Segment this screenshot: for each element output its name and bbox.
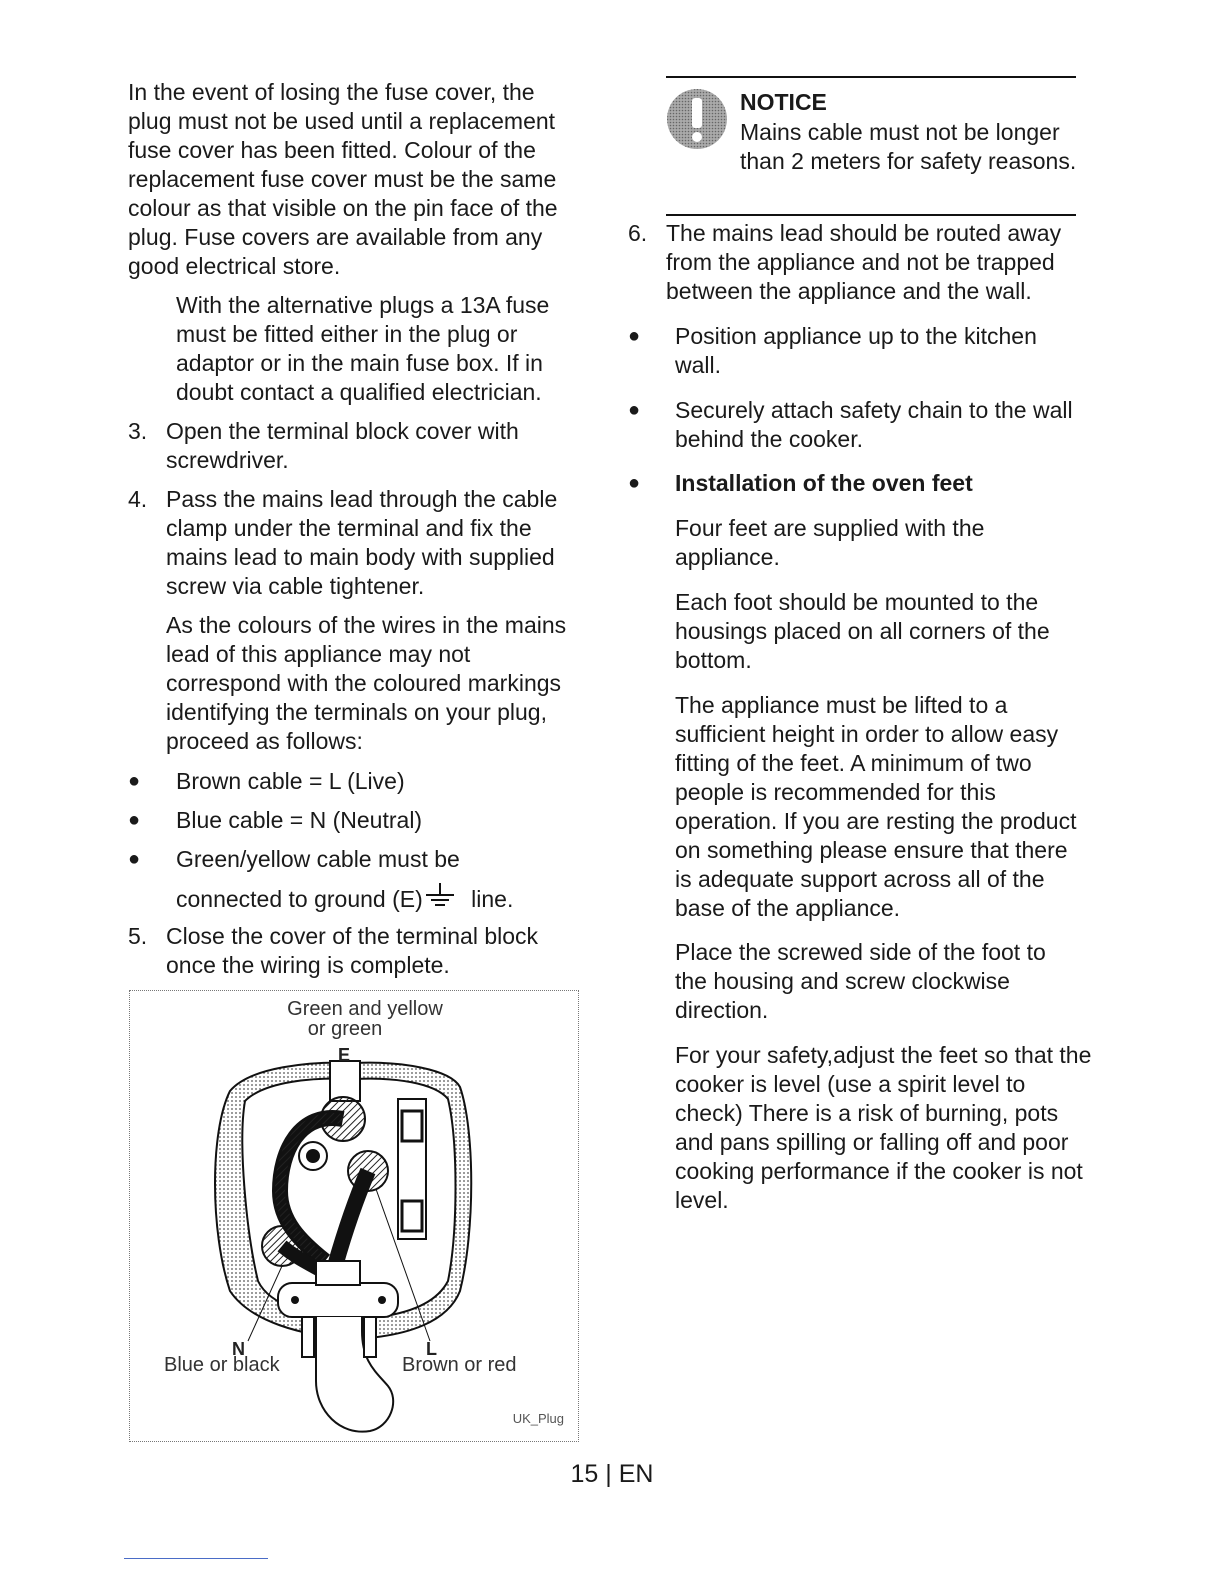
notice-title: NOTICE — [740, 89, 827, 115]
live-tag: L — [426, 1339, 437, 1359]
step-5 — [128, 922, 583, 980]
step-3 — [128, 417, 583, 475]
bullet-position-text: Position appliance up to the kitchen wall. — [675, 323, 1037, 378]
bullet-oven-feet — [628, 469, 1088, 498]
step-6-number: 6. — [628, 220, 648, 246]
bullet-dot: ● — [628, 472, 641, 494]
feet-paragraph-2: Each foot should be mounted to the housings placed on all corners of the bottom. — [675, 589, 1050, 673]
notice-text: Mains cable must not be longer than 2 meters for safety reasons. — [740, 119, 1077, 174]
feet-paragraph-4: Place the screwed side of the foot to the housing and screw clockwise direction. — [675, 939, 1046, 1023]
notice-box — [666, 76, 1076, 216]
step-3-number: 3. — [128, 418, 148, 444]
fuse-cover-paragraph: In the event of losing the fuse cover, the plug must not be used until a replacement fuse cover has been fitted. Colour of the replacement fuse cover must be the same colour as that visible on the pin face of the plug. Fuse covers are available from any good electrical store. — [128, 79, 558, 279]
wire-colours-paragraph: As the colours of the wires in the mains lead of this appliance may not correspond with the coloured markings identifying the terminals on your plug, proceed as follows: — [166, 612, 567, 754]
figure-code: UK_Plug — [512, 1411, 564, 1426]
bullet-dot: ● — [628, 325, 641, 347]
bullet-green-text-line1: Green/yellow cable must be — [176, 846, 460, 872]
earth-tag: E — [338, 1045, 351, 1065]
bullet-chain-text: Securely attach safety chain to the wall behind the cooker. — [675, 397, 1073, 452]
feet-paragraph-1: Four feet are supplied with the appliance. — [675, 515, 985, 570]
bullet-green-text-line2 — [176, 883, 583, 914]
ground-symbol-icon — [423, 883, 457, 911]
bullet-safety-chain — [628, 396, 1088, 454]
neutral-tag: N — [232, 1339, 245, 1359]
step-6-text: The mains lead should be routed away from the appliance and not be trapped between the appliance and the wall. — [666, 220, 1062, 304]
footer-rule — [124, 1558, 268, 1559]
step-4-text: Pass the mains lead through the cable clamp under the terminal and fix the mains lead to main body with supplied screw via cable tightener. — [166, 486, 558, 599]
bullet-green-cable — [128, 845, 583, 914]
feet-paragraph-5: For your safety,adjust the feet so that the cooker is level (use a spirit level to check) There is a risk of burning, pots and pans spilling or falling off and poor cooking performance if the cooker is not level. — [675, 1042, 1092, 1213]
step-5-number: 5. — [128, 923, 148, 949]
page-number: 15 | EN — [570, 1460, 654, 1488]
bullet-blue-cable — [128, 806, 583, 835]
bullet-blue-text: Blue cable = N (Neutral) — [176, 807, 423, 833]
bullet-dot: ● — [628, 399, 641, 421]
step-5-text: Close the cover of the terminal block once the wiring is complete. — [166, 923, 539, 978]
bullet-green-text-line2a: connected to ground (E) — [176, 886, 423, 912]
bullet-green-text-line2b: line. — [471, 886, 514, 912]
bullet-dot: ● — [128, 848, 141, 870]
step-4 — [128, 485, 583, 601]
label-blue-black: Blue or black — [164, 1354, 280, 1376]
bullet-brown-text: Brown cable = L (Live) — [176, 768, 405, 794]
bullet-brown-cable — [128, 767, 583, 796]
bullet-position-appliance — [628, 322, 1088, 380]
bullet-dot: ● — [128, 809, 141, 831]
label-green-yellow-2: or green — [307, 1018, 383, 1040]
alternative-plugs-paragraph: With the alternative plugs a 13A fuse must be fitted either in the plug or adaptor or in the main fuse box. If in doubt contact a qualified electrician. — [176, 292, 550, 405]
step-6 — [628, 219, 1088, 306]
label-green-yellow-1: Green and yellow — [287, 998, 443, 1020]
feet-paragraph-3: The appliance must be lifted to a sufficient height in order to allow easy fitting of the feet. A minimum of two people is recommended for this operation. If you are resting the product on something please ensure that there is adequate support across all of the base of the appliance. — [675, 692, 1077, 921]
oven-feet-heading: Installation of the oven feet — [675, 470, 973, 496]
step-3-text: Open the terminal block cover with screwdriver. — [166, 418, 519, 473]
label-brown-red: Brown or red — [402, 1354, 517, 1376]
uk-plug-diagram — [129, 990, 579, 1442]
bullet-dot: ● — [128, 770, 141, 792]
exclamation-icon — [666, 88, 728, 150]
step-4-number: 4. — [128, 486, 148, 512]
